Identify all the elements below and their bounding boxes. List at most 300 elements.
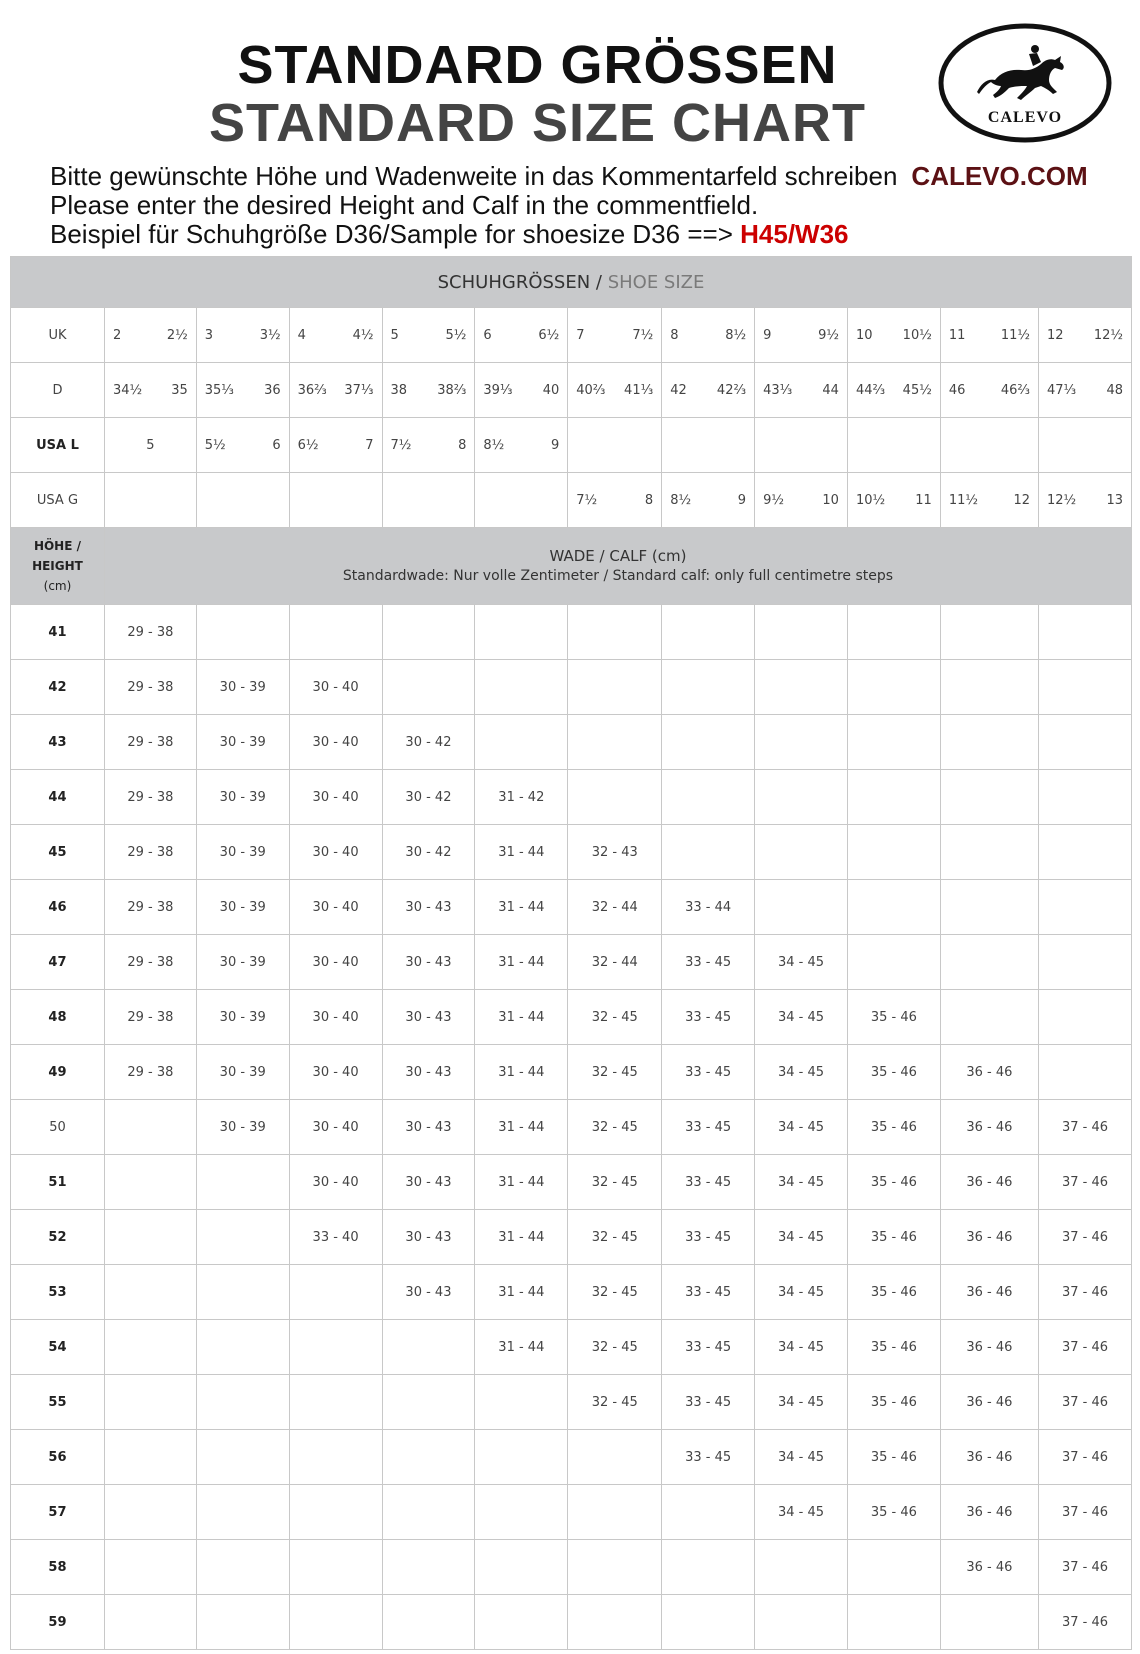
table-row [11,1155,1132,1210]
d-size-value: 46 [948,382,966,398]
table-row [11,990,1132,1045]
calf-range-cell: 30 - 40 [289,660,382,715]
uk-size-value: 6½ [538,327,560,343]
usag-size-cell [755,473,848,528]
calf-range-cell [382,1595,475,1650]
calf-range-cell [755,605,848,660]
height-cell: 50 [11,1100,105,1155]
calf-range-cell: 36 - 46 [940,1540,1038,1595]
usa-l-size-row [11,418,1132,473]
height-cell: 58 [11,1540,105,1595]
calf-range-cell: 33 - 45 [662,1100,755,1155]
calf-range-cell: 34 - 45 [755,1100,848,1155]
calf-range-cell [568,605,662,660]
calf-range-cell: 30 - 42 [382,825,475,880]
height-cell: 47 [11,935,105,990]
calf-range-cell: 30 - 43 [382,1210,475,1265]
calf-range-cell [1038,935,1131,990]
title-english: STANDARD SIZE CHART [209,93,866,153]
usal-size-value: 6½ [297,437,319,453]
d-size-value: 44⅔ [855,382,886,398]
table-row [11,770,1132,825]
uk-label: UK [11,308,105,363]
uk-size-value: 11 [948,327,966,343]
site-link[interactable]: CALEVO.COM [911,161,1088,191]
calf-range-cell: 32 - 45 [568,1375,662,1430]
uk-size-cell [196,308,289,363]
height-cell: 55 [11,1375,105,1430]
height-cell: 49 [11,1045,105,1100]
d-size-value: 40 [542,382,560,398]
calf-range-cell: 34 - 45 [755,1430,848,1485]
calf-range-cell: 33 - 45 [662,1265,755,1320]
usag-size-value: 8½ [670,492,692,508]
usag-size-value: 9½ [763,492,784,508]
d-size-cell [382,363,475,418]
d-size-value: 42 [670,382,687,398]
calf-range-cell [1038,825,1131,880]
uk-size-cell [1038,308,1131,363]
usag-size-value: 10½ [855,492,886,508]
calf-range-cell: 30 - 43 [382,1265,475,1320]
calf-range-cell: 29 - 38 [104,825,196,880]
calf-range-cell: 30 - 39 [196,825,289,880]
calf-range-cell [289,1540,382,1595]
d-size-value: 46⅔ [1000,382,1030,398]
calf-range-cell [940,825,1038,880]
usag-size-value: 11 [915,492,932,508]
calf-range-cell [104,1485,196,1540]
d-size-value: 36 [264,382,281,398]
d-size-cell [847,363,940,418]
calf-range-cell [940,660,1038,715]
calf-range-cell: 31 - 44 [475,880,568,935]
calf-range-cell [104,1210,196,1265]
uk-size-value: 7 [576,327,585,343]
calf-range-cell: 35 - 46 [847,990,940,1045]
d-size-cell [1038,363,1131,418]
usal-size-value: 5½ [204,437,226,453]
d-size-value: 44 [822,382,839,398]
d-size-value: 36⅔ [297,382,327,398]
usal-size-value: 8½ [483,437,505,453]
usal-size-value: 8 [458,437,467,453]
uk-size-cell [475,308,568,363]
calf-range-cell [755,1595,848,1650]
calf-range-cell [662,825,755,880]
calf-range-cell: 34 - 45 [755,1375,848,1430]
d-size-cell [568,363,662,418]
calf-range-cell: 36 - 46 [940,1375,1038,1430]
uk-size-value: 3 [204,327,214,343]
table-row [11,1485,1132,1540]
example-value: H45/W36 [740,219,849,249]
calf-range-cell [196,1595,289,1650]
calf-range-cell: 34 - 45 [755,1265,848,1320]
calf-range-cell: 31 - 44 [475,1210,568,1265]
height-cell: 45 [11,825,105,880]
calf-range-cell [847,770,940,825]
calf-range-cell: 29 - 38 [104,605,196,660]
uk-size-value: 2 [112,327,122,343]
calf-range-cell [847,660,940,715]
calf-range-cell: 30 - 40 [289,1155,382,1210]
uk-size-value: 4 [297,327,306,343]
uk-size-cell [755,308,848,363]
usag-size-value: 7½ [576,492,598,508]
calf-range-cell: 30 - 40 [289,990,382,1045]
calf-range-cell [940,770,1038,825]
calf-range-cell: 37 - 46 [1038,1485,1131,1540]
table-row [11,1265,1132,1320]
calf-range-cell: 33 - 44 [662,880,755,935]
calf-range-cell [475,660,568,715]
calf-range-cell: 34 - 45 [755,1210,848,1265]
calf-range-cell: 29 - 38 [104,770,196,825]
calf-range-cell: 30 - 40 [289,935,382,990]
height-cell: 53 [11,1265,105,1320]
calf-range-cell: 31 - 44 [475,935,568,990]
usag-size-cell [662,473,755,528]
uk-size-value: 10½ [902,327,932,343]
calf-range-cell [382,1320,475,1375]
calf-range-cell: 30 - 40 [289,770,382,825]
calf-range-cell [475,605,568,660]
calf-range-cell [382,1430,475,1485]
usal-size-cell [382,418,475,473]
table-row [11,715,1132,770]
table-row [11,1375,1132,1430]
calf-range-cell [104,1320,196,1375]
uk-size-value: 5 [390,327,399,343]
height-header-line: HÖHE / [33,539,81,553]
calf-range-cell: 30 - 39 [196,935,289,990]
calf-range-cell [1038,880,1131,935]
calf-range-cell [382,1375,475,1430]
table-row [11,825,1132,880]
usa-g-label: USA G [11,473,105,528]
calf-range-cell: 33 - 45 [662,990,755,1045]
usal-size-cell [196,418,289,473]
calf-range-cell [568,660,662,715]
table-row [11,1100,1132,1155]
usal-size-value: 6 [272,437,281,453]
uk-size-value: 9 [763,327,772,343]
height-cell: 44 [11,770,105,825]
calf-range-cell [382,1540,475,1595]
calf-range-cell [382,660,475,715]
calf-range-cell: 35 - 46 [847,1155,940,1210]
usal-size-cell [568,418,662,473]
logo-text: CALEVO [987,109,1063,126]
calf-range-cell [289,1320,382,1375]
uk-size-cell [289,308,382,363]
calf-range-cell: 37 - 46 [1038,1265,1131,1320]
d-size-value: 42⅔ [716,382,747,398]
calf-range-cell [847,1540,940,1595]
calf-range-cell: 32 - 45 [568,990,662,1045]
calf-range-cell: 35 - 46 [847,1265,940,1320]
calf-range-cell: 30 - 40 [289,825,382,880]
calf-range-cell [289,1595,382,1650]
calf-range-cell: 30 - 43 [382,935,475,990]
calf-range-cell: 35 - 46 [847,1210,940,1265]
d-size-value: 43⅓ [763,382,793,398]
usal-size-cell [475,418,568,473]
calf-range-cell: 34 - 45 [755,990,848,1045]
shoe-size-header-row [11,257,1132,308]
calf-range-cell: 37 - 46 [1038,1320,1131,1375]
calf-range-cell [104,1375,196,1430]
calf-range-cell [662,1595,755,1650]
calf-range-cell [196,1320,289,1375]
d-size-value: 40⅔ [576,382,606,398]
calf-range-cell: 37 - 46 [1038,1100,1131,1155]
calf-range-cell: 36 - 46 [940,1155,1038,1210]
calf-range-cell: 30 - 43 [382,1100,475,1155]
usag-size-cell [847,473,940,528]
calf-range-cell [755,715,848,770]
calf-range-cell [1038,990,1131,1045]
calf-range-cell [662,605,755,660]
table-row [11,1320,1132,1375]
usal-size-cell [940,418,1038,473]
uk-size-value: 6 [483,327,492,343]
d-label: D [11,363,105,418]
d-size-cell [196,363,289,418]
calf-range-cell: 35 - 46 [847,1320,940,1375]
calf-range-cell [940,990,1038,1045]
calf-range-cell: 35 - 46 [847,1375,940,1430]
calf-range-cell: 33 - 45 [662,1375,755,1430]
calf-range-cell: 36 - 46 [940,1320,1038,1375]
calf-range-cell: 33 - 45 [662,1210,755,1265]
calf-range-cell [940,715,1038,770]
uk-size-value: 9½ [818,327,839,343]
table-row [11,1210,1132,1265]
calf-range-cell [289,1375,382,1430]
calf-range-cell [847,935,940,990]
usag-size-value: 8 [644,492,654,508]
calf-range-cell: 32 - 45 [568,1045,662,1100]
calf-range-cell: 36 - 46 [940,1485,1038,1540]
calf-range-cell [289,1265,382,1320]
usal-size-cell [847,418,940,473]
calf-range-cell: 29 - 38 [104,880,196,935]
calf-range-cell: 31 - 44 [475,1265,568,1320]
calf-range-cell: 37 - 46 [1038,1155,1131,1210]
usag-size-cell [289,473,382,528]
usag-size-cell [104,473,196,528]
calf-range-cell [847,1595,940,1650]
usag-size-cell [382,473,475,528]
calf-range-cell: 29 - 38 [104,935,196,990]
calf-range-cell [196,1430,289,1485]
usal-size-cell [1038,418,1131,473]
calf-range-cell: 32 - 45 [568,1100,662,1155]
calf-range-cell: 30 - 42 [382,715,475,770]
table-row [11,605,1132,660]
uk-size-value: 8½ [725,327,747,343]
calf-range-cell [662,660,755,715]
calf-range-cell [475,1540,568,1595]
calf-range-cell [1038,1045,1131,1100]
calf-range-cell: 32 - 45 [568,1265,662,1320]
calf-range-cell [568,1485,662,1540]
shoe-size-header-en: SHOE SIZE [607,271,705,293]
instructions [50,162,1088,249]
table-row [11,1595,1132,1650]
usag-size-value: 12 [1013,492,1030,508]
calf-range-cell: 32 - 43 [568,825,662,880]
calf-range-cell: 31 - 44 [475,1320,568,1375]
usag-size-value: 10 [822,492,839,508]
usag-size-cell [475,473,568,528]
calf-range-cell: 34 - 45 [755,935,848,990]
calf-title: WADE / CALF (cm) [549,547,687,565]
d-size-value: 48 [1106,382,1123,398]
uk-size-cell [104,308,196,363]
calf-range-cell: 37 - 46 [1038,1210,1131,1265]
calf-range-cell: 31 - 44 [475,1155,568,1210]
calf-range-cell [568,770,662,825]
instruction-text-de: Bitte gewünschte Höhe und Wadenweite in das Kommentarfeld schreiben [50,161,898,191]
calf-range-cell: 30 - 39 [196,1045,289,1100]
calf-range-cell [1038,770,1131,825]
calf-range-cell [382,605,475,660]
d-size-cell [104,363,196,418]
calf-range-cell: 29 - 38 [104,990,196,1045]
uk-size-value: 10 [855,327,873,343]
calf-range-cell: 30 - 39 [196,880,289,935]
calf-range-cell [568,715,662,770]
table-row [11,1430,1132,1485]
calf-range-cell [847,715,940,770]
d-size-value: 34½ [112,382,143,398]
calf-range-cell: 29 - 38 [104,660,196,715]
calf-range-cell: 30 - 40 [289,1100,382,1155]
calf-range-cell: 31 - 44 [475,825,568,880]
calf-range-cell [847,825,940,880]
calf-range-cell: 32 - 45 [568,1320,662,1375]
calf-range-cell [847,605,940,660]
instruction-line-de [50,162,1088,191]
usal-size-value: 7½ [390,437,412,453]
calf-range-cell: 35 - 46 [847,1045,940,1100]
calf-range-cell: 33 - 45 [662,1430,755,1485]
calf-range-cell: 33 - 45 [662,1155,755,1210]
size-chart-table [10,256,1132,1650]
height-cell: 51 [11,1155,105,1210]
instruction-line-en: Please enter the desired Height and Calf in the commentfield. [50,190,759,220]
calf-range-cell [289,1485,382,1540]
calf-range-cell: 30 - 40 [289,1045,382,1100]
calf-range-cell [196,1375,289,1430]
calf-range-cell [755,825,848,880]
table-row [11,935,1132,990]
uk-size-value: 5½ [445,327,467,343]
table-row [11,1045,1132,1100]
usal-size-cell [662,418,755,473]
calf-range-cell [104,1430,196,1485]
calf-range-cell: 30 - 43 [382,1045,475,1100]
calf-range-cell: 37 - 46 [1038,1375,1131,1430]
usal-size-cell [755,418,848,473]
calf-range-cell: 30 - 43 [382,880,475,935]
calf-range-cell [196,605,289,660]
uk-size-value: 2½ [166,327,188,343]
calf-range-cell: 32 - 45 [568,1155,662,1210]
calf-range-cell: 32 - 44 [568,880,662,935]
calf-range-cell: 35 - 46 [847,1430,940,1485]
calf-range-cell [104,1540,196,1595]
calf-range-cell: 30 - 40 [289,715,382,770]
d-size-value: 38 [390,382,408,398]
usag-size-value: 12½ [1046,492,1077,508]
d-size-cell [475,363,568,418]
uk-size-row [11,308,1132,363]
calf-range-cell [382,1485,475,1540]
calf-header [104,528,1131,605]
calf-range-cell: 30 - 39 [196,715,289,770]
calf-range-cell [104,1155,196,1210]
d-size-cell [755,363,848,418]
calf-range-cell: 35 - 46 [847,1485,940,1540]
calf-range-cell [662,715,755,770]
calf-range-cell [755,660,848,715]
calf-range-cell: 30 - 39 [196,770,289,825]
calf-range-cell [940,1595,1038,1650]
height-cell: 52 [11,1210,105,1265]
uk-size-cell [382,308,475,363]
table-row [11,1540,1132,1595]
usag-size-value: 9 [737,492,747,508]
height-cell: 54 [11,1320,105,1375]
calf-range-cell [755,880,848,935]
uk-size-cell [662,308,755,363]
height-header-line: (cm) [43,579,72,593]
height-cell: 41 [11,605,105,660]
height-cell: 43 [11,715,105,770]
uk-size-value: 7½ [632,327,654,343]
usa-g-size-row [11,473,1132,528]
calf-range-cell: 36 - 46 [940,1210,1038,1265]
calf-range-cell: 37 - 46 [1038,1430,1131,1485]
calf-range-cell: 36 - 46 [940,1045,1038,1100]
calf-range-cell [475,1375,568,1430]
height-cell: 48 [11,990,105,1045]
calf-range-cell [196,1155,289,1210]
d-size-value: 47⅓ [1046,382,1077,398]
usag-size-value: 11½ [948,492,978,508]
uk-size-cell [568,308,662,363]
calf-range-cell: 30 - 42 [382,770,475,825]
calf-range-cell [196,1540,289,1595]
usag-size-cell [1038,473,1131,528]
calf-range-cell: 30 - 43 [382,1155,475,1210]
uk-size-value: 3½ [259,327,281,343]
d-size-row [11,363,1132,418]
calf-range-cell: 31 - 42 [475,770,568,825]
calf-range-cell: 34 - 45 [755,1485,848,1540]
calf-range-cell: 35 - 46 [847,1100,940,1155]
calf-range-cell: 33 - 45 [662,1320,755,1375]
calf-range-cell: 33 - 45 [662,1045,755,1100]
d-size-value: 45½ [902,382,932,398]
usag-size-cell [196,473,289,528]
calf-range-cell [475,715,568,770]
calf-range-cell: 36 - 46 [940,1265,1038,1320]
